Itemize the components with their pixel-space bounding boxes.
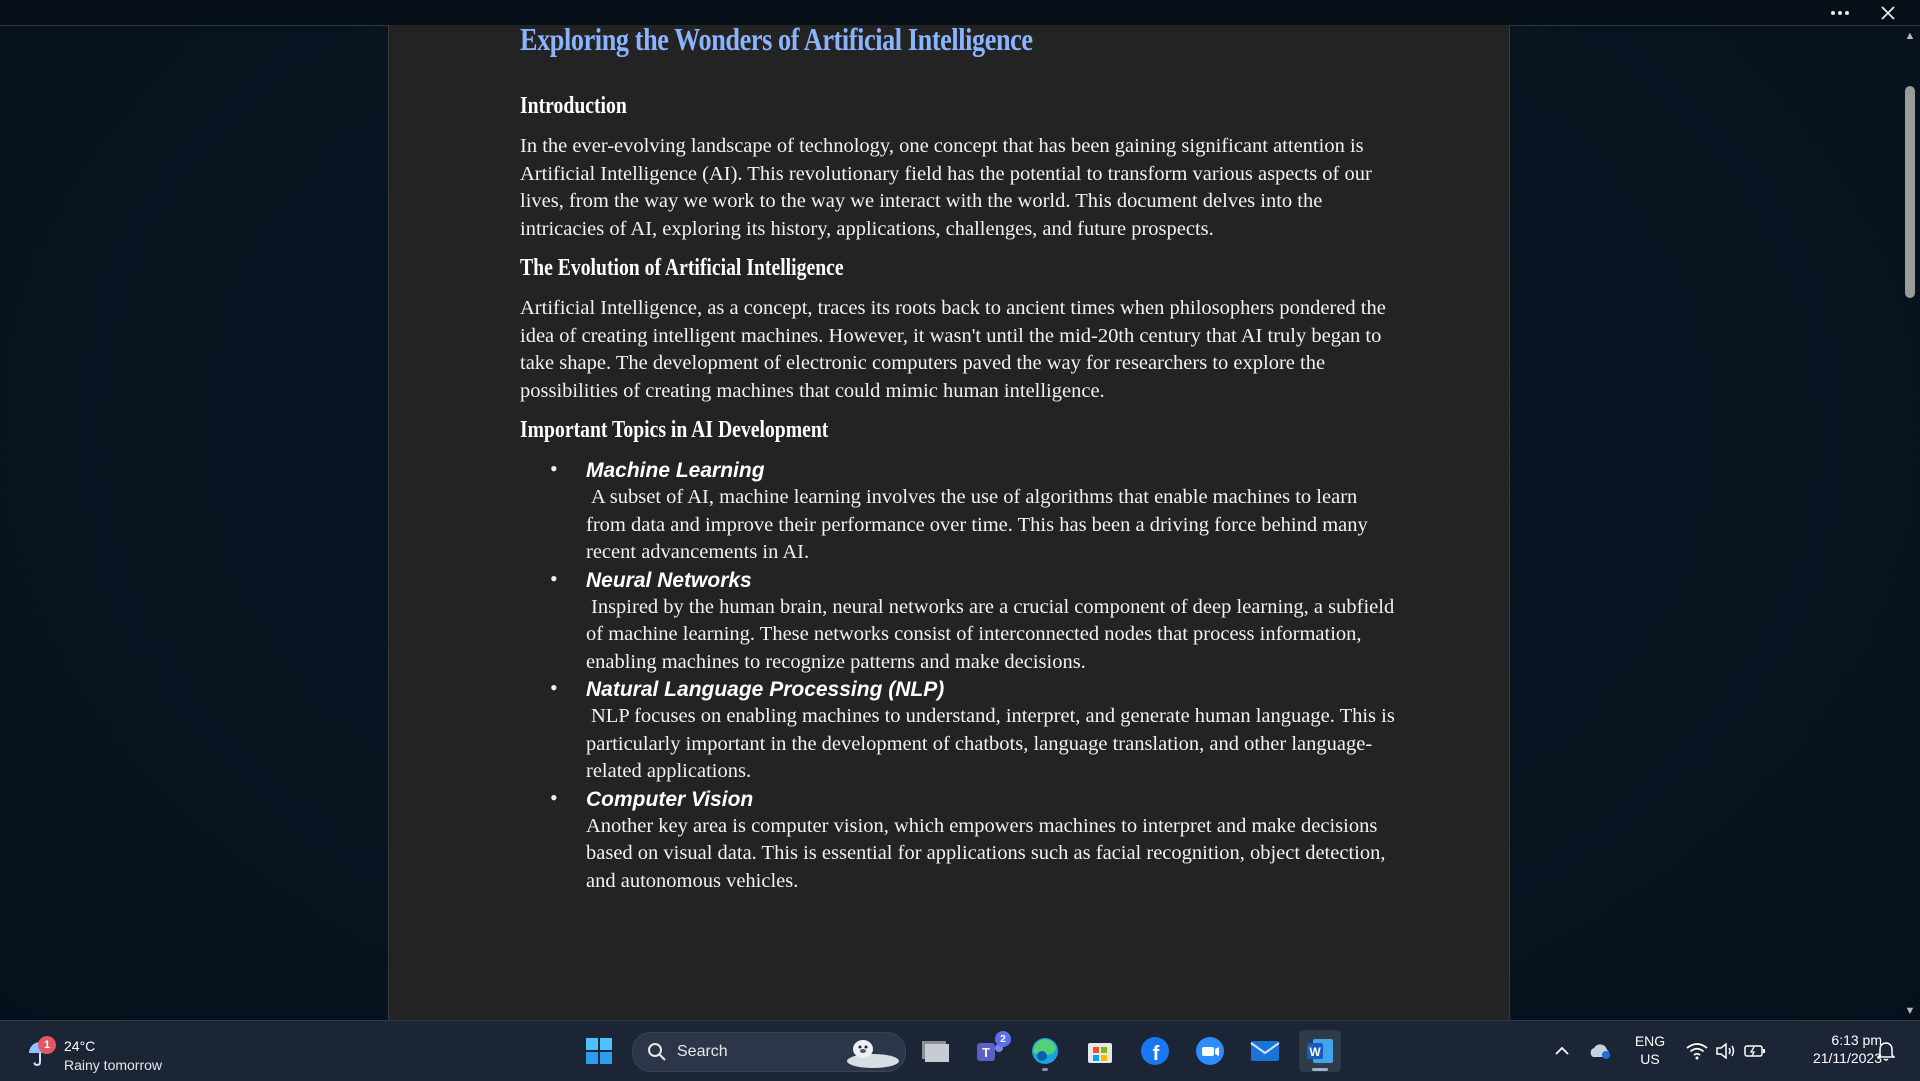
svg-text:W: W [1309,1045,1321,1059]
svg-text:T: T [982,1045,990,1060]
battery-charging-icon [1744,1044,1766,1058]
topic-description: Inspired by the human brain, neural networks are a crucial component of deep learning, a subfield of machine learning. These networks consist of interconnected nodes that process information, enabling machines to recognize patterns and make decisions. [586,595,1395,673]
notifications-button[interactable] [1874,1039,1898,1063]
close-icon [1881,6,1895,20]
svg-text:f: f [1152,1043,1160,1065]
scrollbar-thumb[interactable] [1905,86,1915,298]
taskbar-facebook[interactable] [1134,1030,1176,1072]
wifi-icon [1686,1042,1708,1060]
taskbar-store[interactable] [1079,1030,1121,1072]
start-button[interactable] [578,1030,620,1072]
title-bar [0,0,1920,26]
list-item [586,567,1395,677]
taskbar-teams[interactable] [969,1030,1011,1072]
clock-time: 6:13 pm [1831,1032,1882,1048]
section-heading-evolution: The Evolution of Artificial Intelligence [520,255,844,281]
onedrive-tray-button[interactable] [1588,1039,1612,1063]
topic-title: • Natural Language Processing (NLP) [586,678,945,701]
seal-illustration-icon [839,1035,903,1069]
zoom-icon [1195,1036,1225,1066]
weather-temperature: 24°C [64,1038,96,1054]
language-indicator[interactable] [1630,1032,1670,1068]
folder-icon [919,1037,951,1065]
vertical-scrollbar[interactable] [1900,25,1920,1020]
bell-icon [1877,1041,1895,1061]
document-title: Exploring the Wonders of Artificial Intelligence [520,25,1033,57]
topic-description: Another key area is computer vision, which empowers machines to interpret and make decisions based on visual data. This is essential for applications such as facial recognition, object detection, and autonomous vehicles. [586,814,1386,892]
word-icon [1305,1037,1335,1065]
store-icon [1086,1037,1114,1065]
introduction-paragraph: In the ever-evolving landscape of technology, one concept that has been gaining significant attention is Artificial Intelligence (AI). This revolutionary field has the potential to transform various aspects of our lives, from the way we work to the way we interact with the world. This document delves into the intricacies of AI, exploring its history, applications, challenges, and future prospects. [520,135,1372,240]
document-content [520,25,1395,895]
show-hidden-icons-button[interactable] [1550,1039,1574,1063]
clock[interactable] [1780,1031,1882,1067]
chevron-up-icon [1555,1046,1569,1056]
volume-tray-button[interactable] [1714,1039,1738,1063]
weather-condition: Rainy tomorrow [64,1057,163,1073]
mail-icon [1250,1039,1280,1063]
edge-browser-icon [1030,1036,1060,1066]
weather-alert-badge: 1 [38,1036,56,1054]
onedrive-cloud-icon [1588,1042,1612,1060]
section-heading-topics: Important Topics in AI Development [520,417,829,443]
search-label: Search [677,1043,728,1060]
taskbar-mail[interactable] [1244,1030,1286,1072]
topic-description: A subset of AI, machine learning involves the use of algorithms that enable machines to learn from data and improve their performance over time. This has been a driving force behind many recent advancements in AI. [586,486,1368,563]
facebook-icon [1140,1036,1170,1066]
speaker-icon [1715,1042,1737,1060]
more-options-button[interactable] [1820,0,1860,25]
list-item [586,457,1395,567]
topic-title: • Neural Networks [586,568,752,592]
document-page [388,25,1510,1020]
more-icon [1830,10,1850,16]
windows-logo-icon [585,1037,613,1065]
topic-title: • Computer Vision [586,787,754,811]
scroll-up-arrow-icon[interactable]: ▲ [1904,30,1916,42]
teams-notification-badge: 2 [995,1031,1011,1047]
scroll-down-arrow-icon[interactable]: ▼ [1904,1005,1916,1017]
language-code: ENG [1634,1033,1666,1049]
topics-list [520,457,1395,895]
search-icon [647,1042,667,1062]
battery-tray-button[interactable] [1743,1039,1767,1063]
section-heading-introduction: Introduction [520,93,627,119]
weather-widget[interactable] [20,1029,190,1073]
wifi-tray-button[interactable] [1685,1039,1709,1063]
evolution-paragraph: Artificial Intelligence, as a concept, traces its roots back to ancient times when philosophers pondered the idea of creating intelligent machines. However, it wasn't until the mid-20th century that AI truly began to take shape. The development of electronic computers paved the way for researchers to explore the possibilities of creating machines that could mimic human intelligence. [520,297,1386,402]
active-indicator [1312,1068,1328,1071]
taskbar-word[interactable] [1299,1030,1341,1072]
clock-date: 21/11/2023 [1812,1050,1882,1066]
running-indicator [1042,1068,1048,1071]
topic-title: • Machine Learning [586,459,765,482]
taskbar-file-explorer[interactable] [914,1030,956,1072]
list-item [586,676,1395,786]
region-code: US [1640,1051,1660,1067]
list-item [586,786,1395,896]
taskbar-zoom[interactable] [1189,1030,1231,1072]
close-button[interactable] [1868,0,1908,25]
topic-description: NLP focuses on enabling machines to understand, interpret, and generate human language. This is particularly important in the development of chatbots, language translation, and other language-related applications. [586,705,1395,782]
taskbar-search-box[interactable] [632,1032,906,1072]
taskbar [0,1020,1920,1081]
taskbar-edge[interactable] [1024,1030,1066,1072]
